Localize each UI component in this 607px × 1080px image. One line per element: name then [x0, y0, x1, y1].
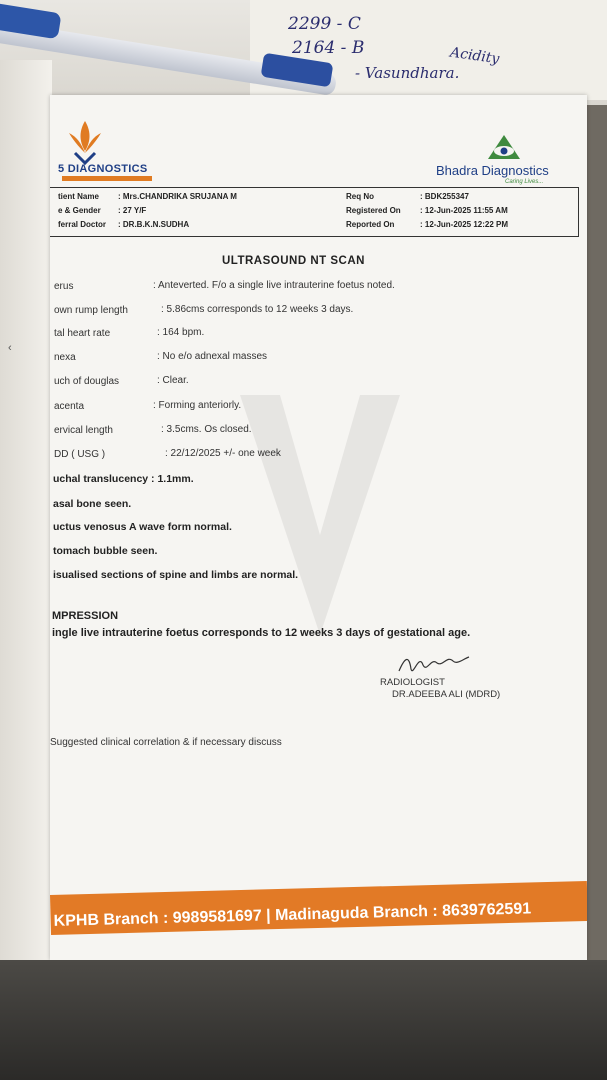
field-value: : Forming anteriorly.: [153, 400, 242, 411]
field-value: : 164 bpm.: [157, 327, 205, 338]
field-value: : Clear.: [157, 375, 189, 386]
radiologist-name: DR.ADEEBA ALI (MDRD): [392, 689, 501, 700]
report-page: [50, 95, 587, 960]
field-label: DD ( USG ): [54, 449, 106, 460]
req-no-label: Req No: [346, 192, 374, 201]
report-title: ULTRASOUND NT SCAN: [222, 255, 365, 267]
registered-on-value: : 12-Jun-2025 11:55 AM: [420, 206, 508, 215]
age-gender-label: e & Gender: [58, 206, 101, 215]
patient-name-label: tient Name: [58, 192, 99, 201]
lotus-logo-icon: [65, 117, 105, 165]
referral-doctor-label: ferral Doctor: [58, 220, 107, 229]
reported-on-value: : 12-Jun-2025 12:22 PM: [420, 220, 509, 229]
radiologist-title: RADIOLOGIST: [380, 677, 445, 688]
finding-line: isualised sections of spine and limbs are normal.: [53, 569, 299, 581]
field-label: tal heart rate: [54, 328, 111, 339]
brand-left-underline: [62, 176, 152, 181]
field-label: nexa: [54, 352, 76, 363]
eye-logo-icon: [484, 133, 524, 163]
impression-text: ingle live intrauterine foetus corresponds to 12 weeks 3 days of gestational age.: [52, 627, 471, 639]
req-no-value: : BDK255347: [420, 192, 469, 201]
finding-line: tomach bubble seen.: [53, 545, 158, 557]
patient-info-box: [50, 187, 579, 237]
underlying-page: ‹: [0, 60, 52, 975]
field-value: : 3.5cms. Os closed.: [161, 424, 252, 435]
referral-doctor-value: : DR.B.K.N.SUDHA: [118, 220, 190, 229]
age-gender-value: : 27 Y/F: [118, 206, 147, 215]
patient-name-value: : Mrs.CHANDRIKA SRUJANA M: [118, 192, 237, 201]
registered-on-label: Registered On: [346, 206, 401, 215]
finding-line: uctus venosus A wave form normal.: [53, 521, 232, 533]
field-value: : No e/o adnexal masses: [157, 351, 268, 362]
field-label: erus: [54, 281, 74, 292]
branch-contacts: KPHB Branch : 9989581697 | Madinaguda Branch : 8639762591: [53, 900, 532, 930]
field-value: : Anteverted. F/o a single live intrauterine foetus noted.: [153, 280, 395, 291]
impression-heading: MPRESSION: [52, 610, 119, 622]
field-label: uch of douglas: [54, 376, 120, 387]
brand-right: Bhadra Diagnostics: [436, 163, 549, 178]
reported-on-label: Reported On: [346, 220, 395, 229]
field-label: own rump length: [54, 305, 128, 316]
field-label: acenta: [54, 401, 85, 412]
signature-icon: [395, 647, 475, 679]
footer-band: [50, 881, 587, 935]
note-line-4: - Vasundhara.: [355, 64, 460, 82]
note-line-2: 2164 - B: [292, 38, 365, 58]
note-line-1: 2299 - C: [288, 14, 361, 34]
desk-bottom: [0, 960, 607, 1080]
note-line-3: Acidity: [449, 44, 501, 68]
nuchal-translucency: uchal translucency : 1.1mm.: [53, 473, 194, 485]
brand-tagline: Caring Lives...: [505, 179, 544, 185]
field-label: ervical length: [54, 425, 113, 436]
brand-left: 5 DIAGNOSTICS: [58, 163, 148, 175]
field-value: : 5.86cms corresponds to 12 weeks 3 days.: [161, 304, 354, 315]
finding-line: asal bone seen.: [53, 498, 132, 510]
field-value: : 22/12/2025 +/- one week: [165, 448, 281, 459]
suggestion-text: Suggested clinical correlation & if necessary discuss: [50, 737, 282, 748]
